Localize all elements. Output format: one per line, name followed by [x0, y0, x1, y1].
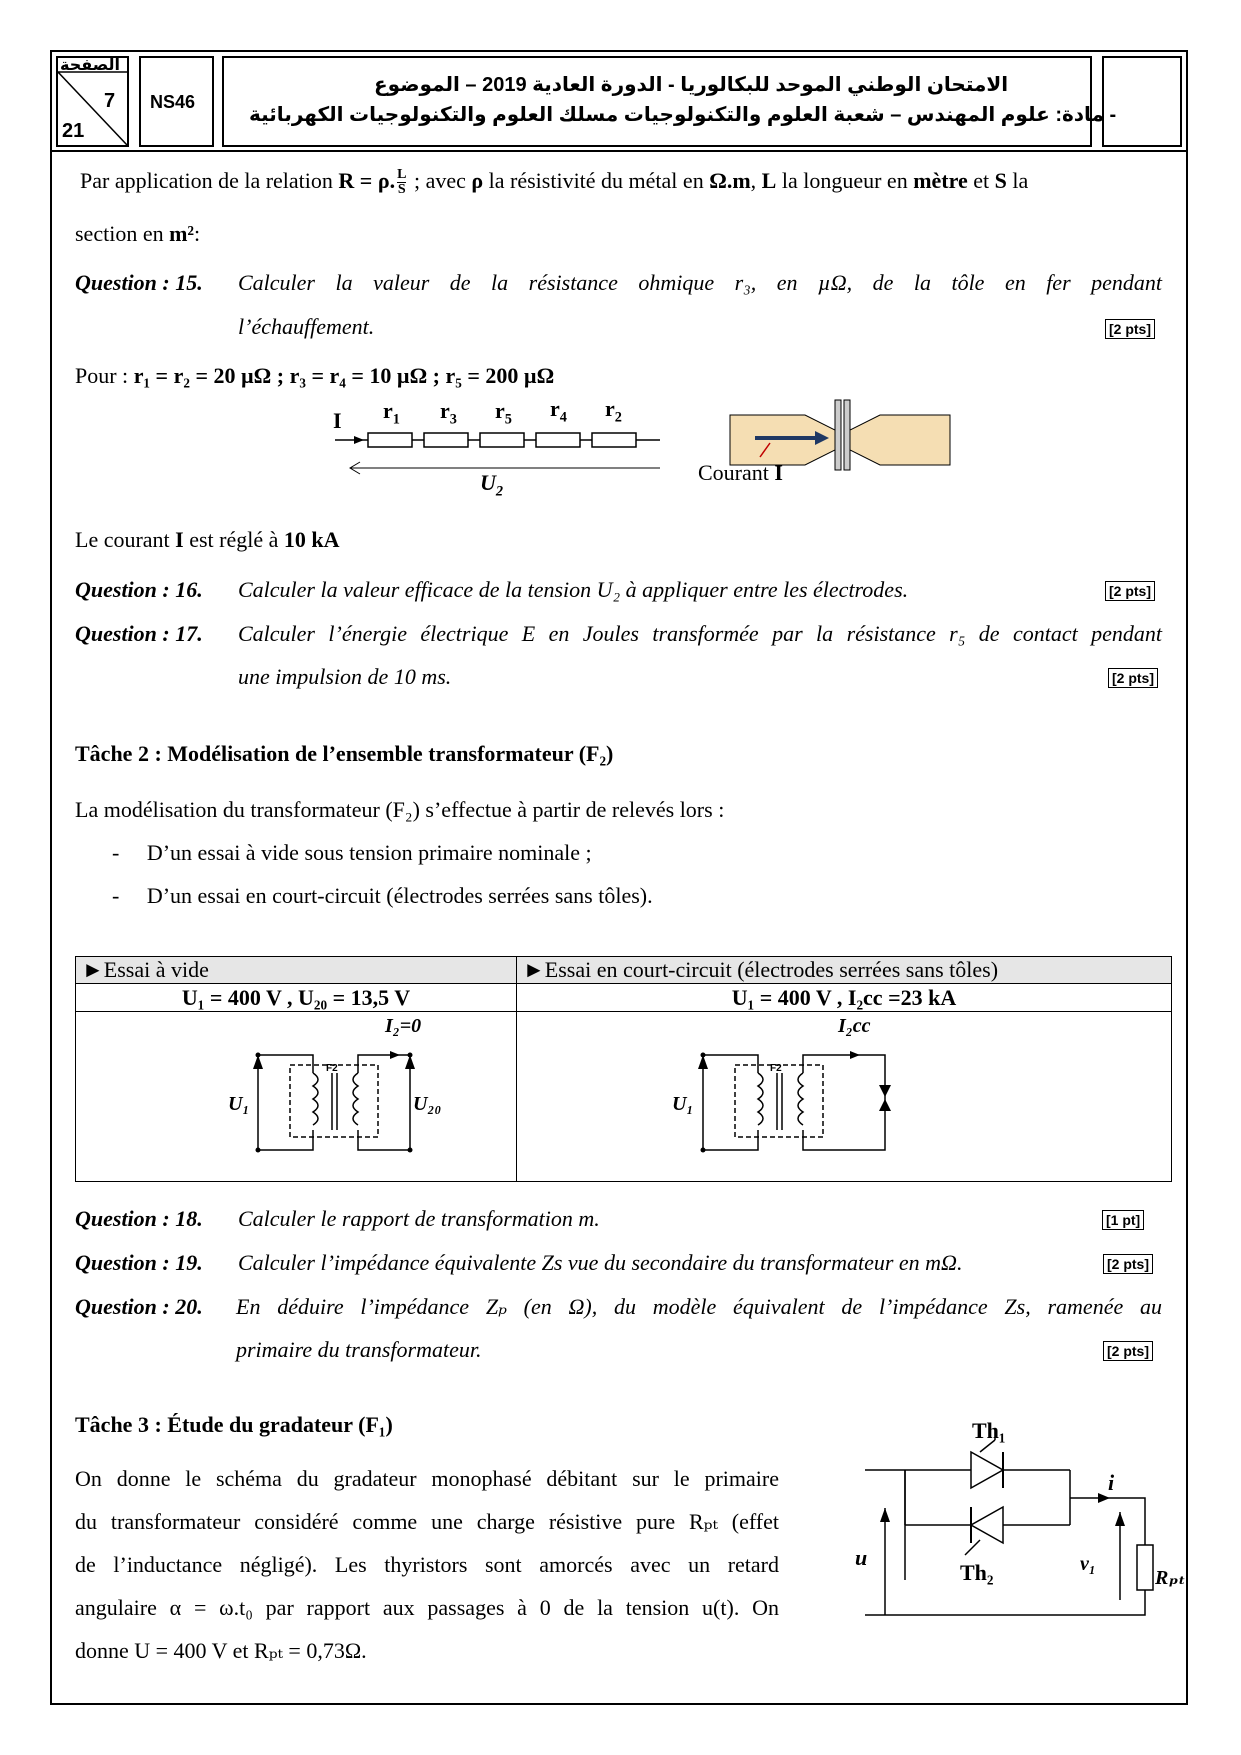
page-number-box — [56, 56, 129, 147]
d2-label-F2: F2 — [770, 1063, 782, 1074]
transformer-short-circuit-diagram — [660, 1025, 910, 1165]
q19-points: [2 pts] — [1103, 1254, 1153, 1274]
tache3-line2: du transformateur considéré comme une charge résistive pure Rₚₜ (effet — [75, 1509, 779, 1534]
label-Rpt: Rₚₜ — [1155, 1567, 1186, 1589]
label-r1: $r_1$ — [383, 398, 400, 428]
q18-text: Calculer le rapport de transformation m. — [238, 1206, 600, 1231]
label-Th1: Th₁ — [972, 1418, 1006, 1443]
q20-line2: primaire du transformateur. — [236, 1337, 482, 1362]
label-r5: $r_5$ — [495, 398, 512, 428]
essai-cc-values: U₁ = 400 V , I₂cc =23 kA — [517, 984, 1172, 1012]
label-r2: $r_2$ — [605, 396, 622, 426]
intro-line2: section en m²: — [75, 221, 201, 246]
header-empty-box — [1102, 56, 1182, 147]
q15-label: Question : 15. — [75, 270, 203, 295]
courant-label: Courant I — [698, 460, 783, 485]
tache3-title: Tâche 3 : Étude du gradateur (F₁) — [75, 1412, 393, 1437]
q19-label: Question : 19. — [75, 1250, 203, 1275]
d1-label-U1: U₁ — [228, 1093, 250, 1115]
pour-line: Pour : r₁ = r₂ = 20 µΩ ; r₃ = r₄ = 10 µΩ ; r₅ = 200 µΩ — [75, 363, 555, 388]
exam-code: NS46 — [150, 92, 196, 112]
formula: R = ρ. — [338, 168, 396, 193]
d2-label-U1: U₁ — [672, 1093, 694, 1115]
exam-title-box — [222, 56, 1117, 147]
tache3-line4: angulaire α = ω.t₀ par rapport aux passages à 0 de la tension u(t). On — [75, 1595, 779, 1620]
label-u: u — [855, 1545, 868, 1570]
essai-cc-header: ►Essai en court-circuit (électrodes serrées sans tôles) — [517, 957, 1172, 984]
current-setting: Le courant I est réglé à 10 kA — [75, 527, 340, 552]
label-Th2: Th₂ — [960, 1560, 994, 1585]
q17-points: [2 pts] — [1108, 668, 1158, 688]
d1-label-I2: I₂=0 — [385, 1015, 422, 1037]
q16-points: [2 pts] — [1105, 581, 1155, 601]
q16-text: Calculer la valeur efficace de la tension U₂ à appliquer entre les électrodes. — [238, 577, 909, 602]
q17-label: Question : 17. — [75, 621, 203, 646]
exam-code-box — [139, 56, 214, 147]
label-v1: v₁ — [1080, 1553, 1096, 1575]
exam-title-line1: الامتحان الوطني الموحد للبكالوريا - الدورة العادية 2019 – الموضوع — [374, 74, 1009, 96]
q15-line2: l’échauffement. — [238, 314, 375, 339]
tache3-line5: donne U = 400 V et Rₚₜ = 0,73Ω. — [75, 1638, 367, 1663]
q18-label: Question : 18. — [75, 1206, 203, 1231]
q15-line1: Calculer la valeur de la résistance ohmique r₃, en µΩ, de la tôle en fer pendant — [238, 270, 1162, 295]
page-total: 21 — [62, 120, 85, 142]
gradateur-diagram — [855, 1420, 1175, 1645]
q17-line2: une impulsion de 10 ms. — [238, 664, 452, 689]
tache2-intro: La modélisation du transformateur (F₂) s’effectue à partir de relevés lors : — [75, 797, 725, 822]
circuit-current-I: I — [333, 408, 342, 433]
page-number: 7 — [104, 90, 116, 112]
intro-line1: Par application de la relation R = ρ. $\frac{L}{S}$ ; avec ρ la résistivité du métal en Ω.m, L la longueur en mètre et S la — [80, 167, 1029, 198]
exam-title-line2: - مادة: علوم المهندس – شعبة العلوم والتكنولوجيات مسلك العلوم والتكنولوجيات الكهربائية — [249, 104, 1117, 126]
q17-line1: Calculer l’énergie électrique E en Joules transformée par la résistance r₅ de contact pendant — [238, 621, 1162, 646]
q15-points: [2 pts] — [1105, 319, 1155, 339]
q19-text: Calculer l’impédance équivalente Zs vue du secondaire du transformateur en mΩ. — [238, 1250, 963, 1275]
tache2-bullet-2: - D’un essai en court-circuit (électrodes serrées sans tôles). — [112, 883, 653, 908]
label-r3: $r_3$ — [440, 398, 457, 428]
d1-label-F2: F2 — [326, 1063, 338, 1074]
essai-vide-header: ►Essai à vide — [76, 957, 517, 984]
tache3-line3: de l’inductance négligé). Les thyristors sont amorcés avec un retard — [75, 1552, 779, 1577]
q20-points: [2 pts] — [1103, 1341, 1153, 1361]
q20-label: Question : 20. — [75, 1294, 203, 1319]
transformer-open-circuit-diagram — [215, 1025, 445, 1165]
tache2-title: Tâche 2 : Modélisation de l’ensemble transformateur (F₂) — [75, 741, 614, 766]
d1-label-U20: U₂₀ — [413, 1093, 442, 1115]
q16-label: Question : 16. — [75, 577, 203, 602]
essai-vide-values: U₁ = 400 V , U₂₀ = 13,5 V — [76, 984, 517, 1012]
tache3-line1: On donne le schéma du gradateur monophasé débitant sur le primaire — [75, 1466, 779, 1491]
label-U2: $U_2$ — [480, 470, 504, 500]
label-r4: $r_4$ — [550, 396, 567, 426]
label-i: i — [1108, 1470, 1115, 1495]
page-label: الصفحة — [60, 57, 121, 74]
tache2-bullet-1: - D’un essai à vide sous tension primaire nominale ; — [112, 840, 592, 865]
header-divider — [50, 150, 1188, 152]
q18-points: [1 pt] — [1102, 1210, 1144, 1230]
d2-label-I2cc: I₂cc — [838, 1015, 871, 1037]
q20-line1: En déduire l’impédance Zₚ (en Ω), du modèle équivalent de l’impédance Zs, ramenée au — [236, 1294, 1162, 1319]
